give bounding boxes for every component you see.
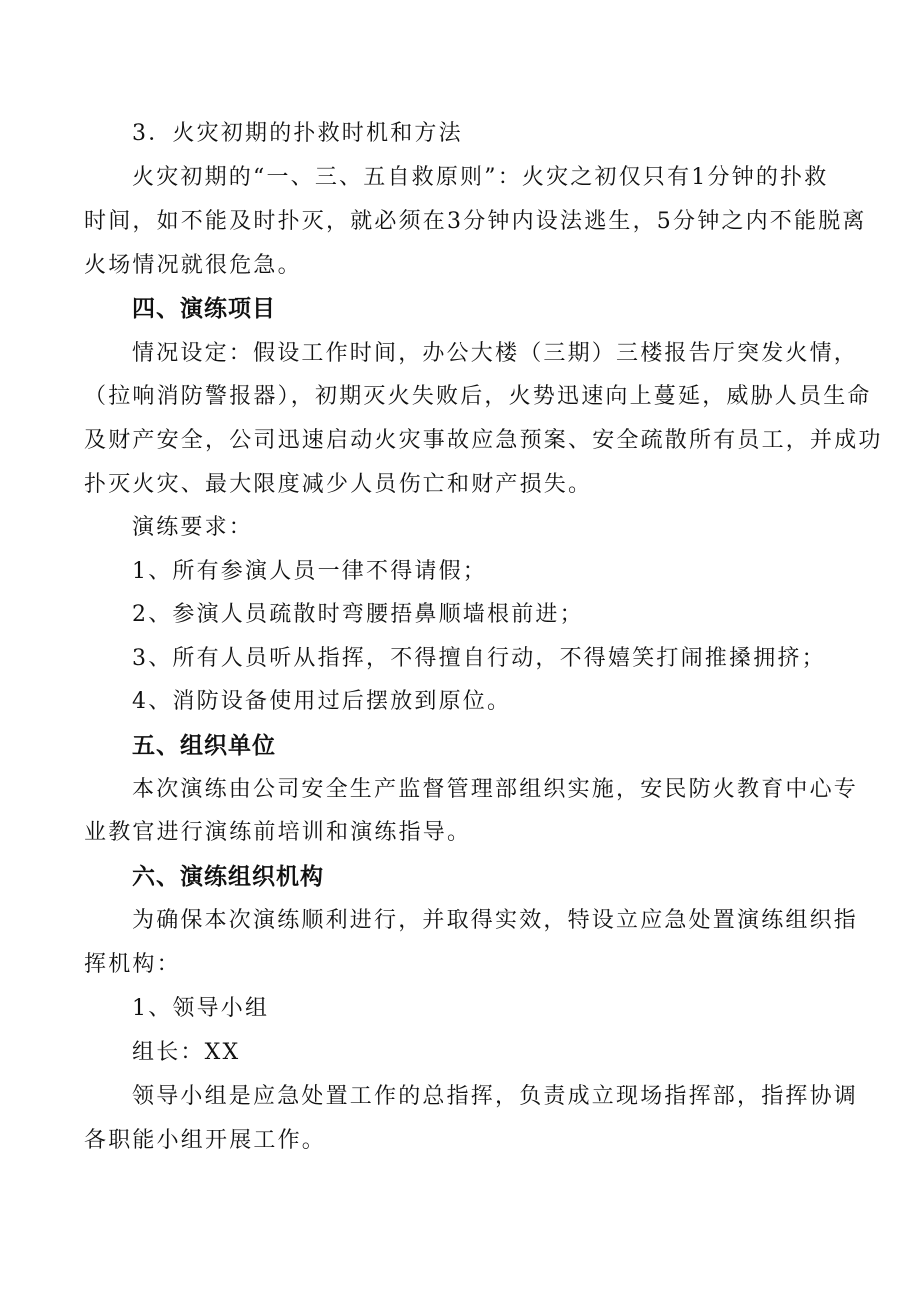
list-item: 2、参演人员疏散时弯腰捂鼻顺墙根前进； (132, 602, 584, 627)
group-title: 1、领导小组 (132, 996, 270, 1021)
paragraph-line: 火场情况就很危急。 (84, 253, 302, 278)
paragraph-line: 领导小组是应急处置工作的总指挥，负责成立现场指挥部，指挥协调 (132, 1084, 859, 1109)
section-heading: 五、组织单位 (132, 733, 276, 759)
list-item: 1、所有参演人员一律不得请假； (132, 559, 487, 584)
requirements-label: 演练要求： (132, 515, 254, 540)
section-heading: 六、演练组织机构 (132, 864, 324, 890)
paragraph-line: 业教官进行演练前培训和演练指导。 (84, 820, 472, 845)
group-leader: 组长：XX (132, 1040, 241, 1065)
paragraph-line: （拉响消防警报器），初期灭火失败后，火势迅速向上蔓延，威胁人员生命 (84, 384, 872, 409)
list-item: 4、消防设备使用过后摆放到原位。 (132, 689, 512, 714)
list-item: 3、所有人员听从指挥，不得擅自行动，不得嬉笑打闹推搡拥挤； (132, 646, 826, 671)
paragraph-line: 情况设定：假设工作时间，办公大楼（三期）三楼报告厅突发火情， (132, 341, 859, 366)
subsection-title: 3．火灾初期的扑救时机和方法 (132, 121, 463, 146)
paragraph-line: 为确保本次演练顺利进行，并取得实效，特设立应急处置演练组织指 (132, 908, 859, 933)
paragraph-line: 火灾初期的“一、三、五自救原则”：火灾之初仅只有1分钟的扑救 (132, 165, 829, 190)
paragraph-line: 各职能小组开展工作。 (84, 1128, 327, 1153)
paragraph-line: 本次演练由公司安全生产监督管理部组织实施，安民防火教育中心专 (132, 777, 859, 802)
paragraph-line: 扑灭火灾、最大限度减少人员伤亡和财产损失。 (84, 472, 593, 497)
paragraph-line: 时间，如不能及时扑灭，就必须在3分钟内设法逃生，5分钟之内不能脱离 (84, 209, 867, 234)
paragraph-line: 及财产安全，公司迅速启动火灾事故应急预案、安全疏散所有员工，并成功 (84, 428, 883, 453)
paragraph-line: 挥机构： (84, 952, 181, 977)
section-heading: 四、演练项目 (132, 296, 276, 322)
